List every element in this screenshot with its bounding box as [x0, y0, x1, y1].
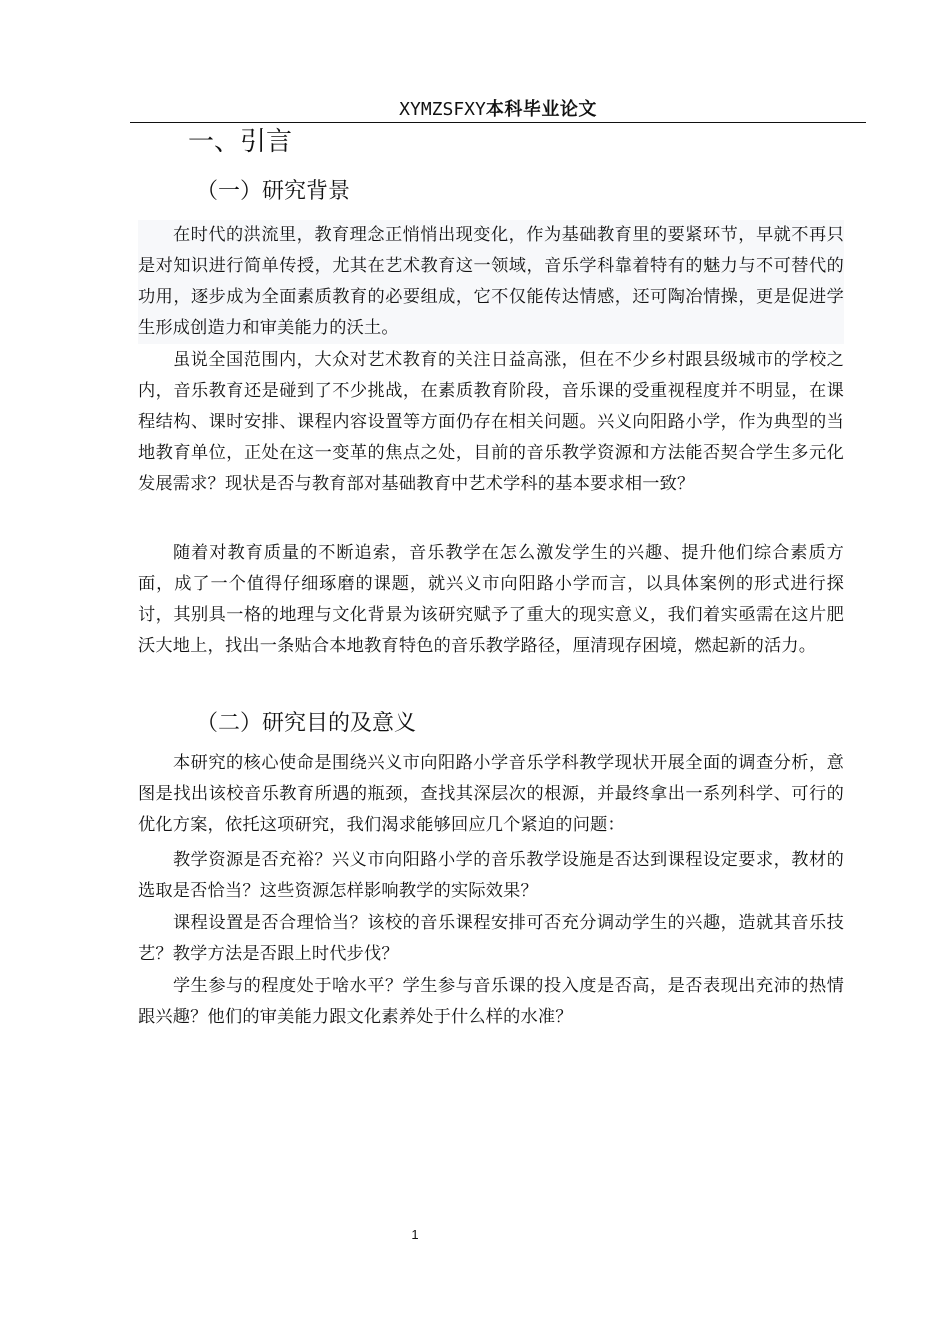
header-label: 本科毕业论文 — [485, 99, 597, 120]
header-rule — [130, 122, 866, 123]
paragraph: 随着对教育质量的不断追索，音乐教学在怎么激发学生的兴趣、提升他们综合素质方面，成了一个值得仔细琢磨的课题，就兴义市向阳路小学而言，以具体案例的形式进行探讨，其别具一格的地理与文化背景为该研究赋予了重大的现实意义，我们着实亟需在这片肥沃大地上，找出一条贴合本地教育特色的音乐教学路径，厘清现存困境，燃起新的活力。 — [138, 543, 844, 656]
subsection-title-background: （一）研究背景 — [196, 179, 351, 204]
header-code: XYMZSFXY — [399, 99, 486, 120]
section-title: 一、引言 — [188, 127, 293, 157]
subsection-title-purpose: （二）研究目的及意义 — [196, 711, 417, 736]
paragraph: 本研究的核心使命是围绕兴义市向阳路小学音乐学科教学现状开展全面的调查分析，意图是找出该校音乐教育所遇的瓶颈，查找其深层次的根源，并最终拿出一系列科学、可行的优化方案，依托这项研究，我们渴求能够回应几个紧迫的问题： — [138, 753, 844, 835]
paragraph: 学生参与的程度处于啥水平？学生参与音乐课的投入度是否高，是否表现出充沛的热情跟兴趣？他们的审美能力跟文化素养处于什么样的水准？ — [138, 976, 844, 1027]
page-number: 1 — [411, 1227, 419, 1242]
paragraph: 虽说全国范围内，大众对艺术教育的关注日益高涨，但在不少乡村跟县级城市的学校之内，音乐教育还是碰到了不少挑战，在素质教育阶段，音乐课的受重视程度并不明显，在课程结构、课时安排、课程内容设置等方面仍存在相关问题。兴义向阳路小学，作为典型的当地教育单位，正处在这一变革的焦点之处，目前的音乐教学资源和方法能否契合学生多元化发展需求？现状是否与教育部对基础教育中艺术学科的基本要求相一致？ — [138, 350, 844, 494]
paragraph: 课程设置是否合理恰当？该校的音乐课程安排可否充分调动学生的兴趣，造就其音乐技艺？教学方法是否跟上时代步伐？ — [138, 913, 844, 964]
paragraph: 教学资源是否充裕？兴义市向阳路小学的音乐教学设施是否达到课程设定要求，教材的选取是否恰当？这些资源怎样影响教学的实际效果？ — [138, 850, 844, 901]
paragraph: 在时代的洪流里，教育理念正悄悄出现变化，作为基础教育里的要紧环节，早就不再只是对知识进行简单传授，尤其在艺术教育这一领域，音乐学科靠着特有的魅力与不可替代的功用，逐步成为全面素质教育的必要组成，它不仅能传达情感，还可陶冶情操，更是促进学生形成创造力和审美能力的沃土。 — [138, 220, 844, 344]
running-header — [130, 96, 866, 123]
